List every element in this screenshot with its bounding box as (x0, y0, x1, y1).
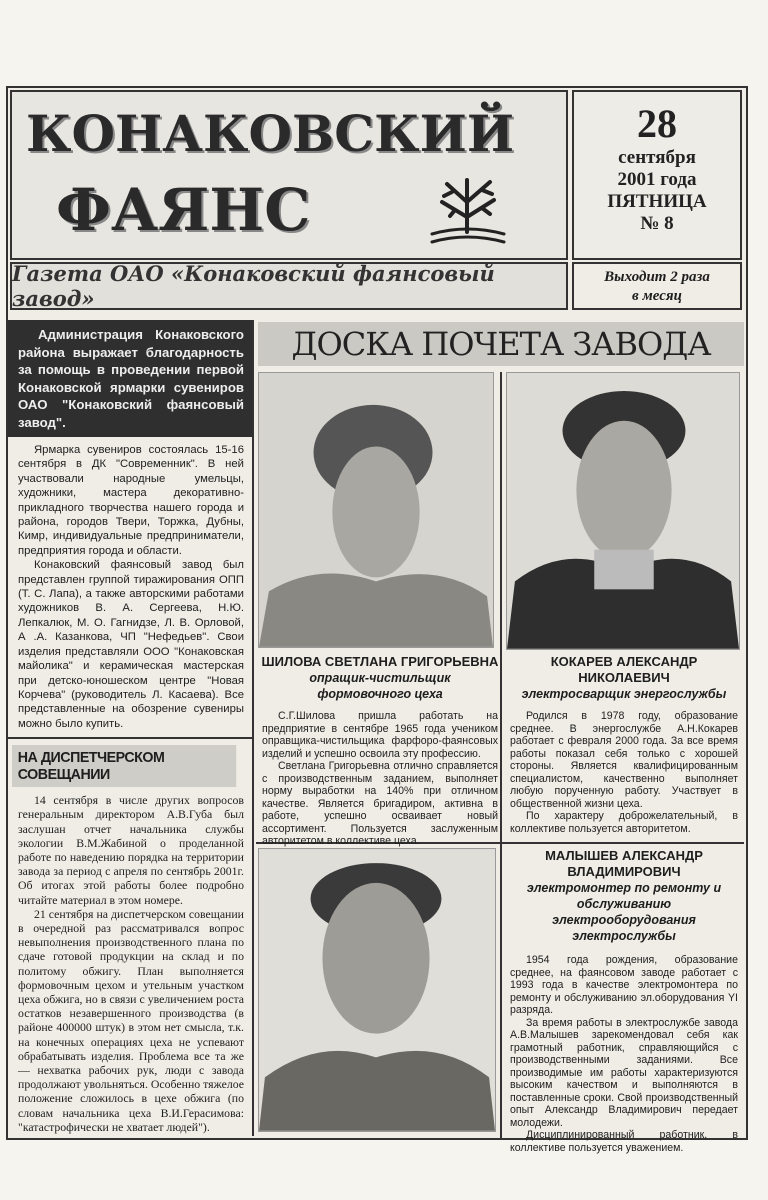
portrait-image (507, 373, 739, 649)
fair-paragraph: Конаковский фаянсовый завод был представлен группой тиражирования ОПП (Т. С. Лапа), а также авторскими работами художников В. А. Сергеева, Н.Ю. Лепкалюк, М. О. Гагнидзе, Л. В. Орловой, А .А. Казанкова, ЧП "Нефедьев". Свои изделия представляли ООО "Конаковская майолика" и керамическая мастерская при детско-юношеском центре "Новая Корчева" (руководитель Л. Касаева). Все представленные на обозрение сувениры можно было купить. (18, 559, 244, 730)
masthead-title-line1: КОНАКОВСКИЙ (26, 104, 515, 163)
person-paragraph: 1954 года рождения, образование среднее, на фаянсовом заводе работает с 1993 года в качестве электромонтера по ремонту и обслуживанию эл.оборудования YI разряда. (510, 954, 738, 1016)
snowflake-branch-icon (422, 172, 512, 252)
masthead-title-line2: ФАЯНС (56, 176, 311, 244)
frequency-line2: в месяц (632, 288, 682, 304)
person-paragraph: Дисциплинированный работник, в коллективе пользуется уважением. (510, 1129, 738, 1154)
meeting-heading: НА ДИСПЕТЧЕРСКОМ СОВЕЩАНИИ (12, 745, 236, 787)
portrait-photo-malyshev (258, 848, 496, 1132)
meeting-article (8, 791, 252, 1138)
issue-month: сентября (618, 147, 696, 168)
masthead-subtitle: Газета ОАО «Конаковский фаянсовый завод» (10, 262, 568, 310)
issue-year: 2001 года (617, 169, 697, 190)
person-paragraph: С.Г.Шилова пришла работать на предприятие в сентябре 1965 года учеником оправщика-чистильщика фарфоро-фаянсовых изделий и успешно освоила эту профессию. (262, 710, 498, 760)
honor-card-malyshev (506, 848, 742, 1154)
issue-number: № 8 (640, 213, 674, 234)
person-paragraph: За время работы в электрослужбе завода А.В.Малышев зарекомендовал себя как грамотный работник, справляющийся с производственными заданиями. Все производимые им работы характеризуются высоким качеством и выполняются в поставленные сроки. Свой производственный опыт Александр Владимирович передает молодежи. (510, 1016, 738, 1129)
person-paragraph: Родился в 1978 году, образование среднее. В энергослужбе А.Н.Кокарев работает с февраля 2000 года. За все время работы показал себя только с хорошей стороны. Является квалифицированным специалистом, качественно выполняет любую порученную работу. Участвует в общественной жизни цеха. (510, 710, 738, 810)
masthead (10, 90, 568, 260)
person-paragraph: По характеру доброжелательный, в коллективе пользуется авторитетом. (510, 810, 738, 835)
portrait-image (259, 849, 495, 1131)
thanks-text: Администрация Конаковского района выражает благодарность за помощь в проведении первой Конаковской ярмарки сувениров ОАО "Конаковский фаянсовый завод". (18, 327, 244, 430)
person-paragraph: Светлана Григорьевна отлично справляется с производственным заданием, выполняет норму выработки на 140% при отличном качестве. Является бригадиром, активна в работе, успешно осваивает новый ассортимент. Пользуется заслуженным авторитетом в коллективе цеха. (262, 760, 498, 847)
person-name: МАЛЫШЕВ АЛЕКСАНДР ВЛАДИМИРОВИЧ (545, 848, 703, 879)
person-role: электромонтер по ремонту и обслуживанию электрооборудования электрослужбы (526, 881, 722, 943)
meeting-paragraph: 21 сентября на диспетчерском совещании в очередной раз рассматривался вопрос невыполнения производственного плана по сдаче готовой продукции на склад и по политому обжигу. План выполняется формовочным цехом и утельным участком цеха обжига, но в связи с увеличением роста остатков незавершенного производства (в районе 400000 штук) в этом нет смысла, т.к. на конечных операциях цеха не успевают обрабатывать изделия. Проблема все та же — нехватка рабочих рук, люди с завода продолжают увольняться. Особенно тяжелое положение сложилось в цехе обжига (по словам начальника цеха В.И.Герасимова: "катастрофически не хватает людей"). (18, 906, 244, 1134)
divider (8, 737, 252, 739)
frequency-line1: Выходит 2 раза (604, 269, 710, 285)
portrait-photo-kokarev (506, 372, 740, 650)
meeting-paragraph: 14 сентября в числе других вопросов генеральным директором А.В.Губа был заслушан отчет начальника службы экологии В.М.Жабиной о проделанной работе по наведению порядка на территории завода за период с апреля по сентябрь 2001г. Об итогах этой работы более подробно читайте материал в этом номере. (18, 793, 244, 907)
portrait-photo-shilova (258, 372, 494, 648)
portrait-image (259, 373, 493, 647)
person-name: КОКАРЕВ АЛЕКСАНДР НИКОЛАЕВИЧ (550, 654, 698, 685)
person-name: ШИЛОВА СВЕТЛАНА ГРИГОРЬЕВНА (261, 654, 499, 669)
honor-card-shilova (258, 654, 502, 848)
person-role: опращик-чистильщик формовочного цеха (309, 671, 451, 701)
person-role: электросварщик энергослужбы (521, 687, 727, 701)
honor-board-heading: ДОСКА ПОЧЕТА ЗАВОДА (258, 322, 744, 366)
honor-card-kokarev (506, 654, 742, 835)
left-column (8, 320, 254, 1136)
issue-weekday: ПЯТНИЦА (607, 191, 707, 212)
thanks-notice (8, 320, 252, 437)
fair-paragraph: Ярмарка сувениров состоялась 15-16 сентября в ДК "Современник". В ней участвовали народные умельцы, художники, мастера декоративно-прикладного творчества нашего города и района, городов Твери, Торжка, Дубны, Кимр, индивидуальные предприниматели, предприятия города и области. (18, 444, 244, 557)
issue-day: 28 (637, 101, 677, 146)
issue-date-box (572, 90, 742, 260)
fair-article (8, 437, 252, 735)
issue-frequency (572, 262, 742, 310)
